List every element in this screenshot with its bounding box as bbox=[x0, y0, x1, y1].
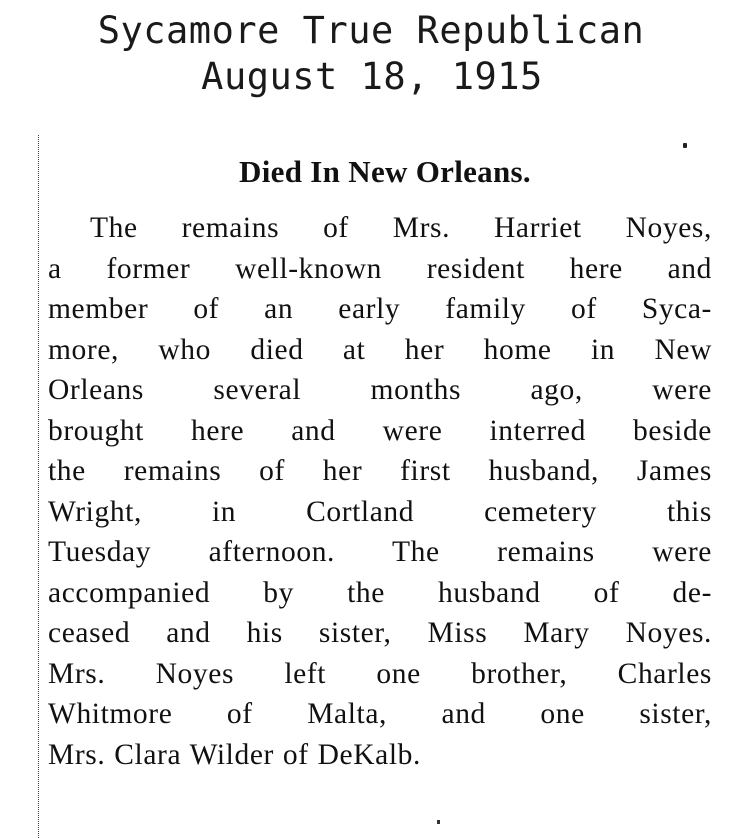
column-rule bbox=[38, 135, 39, 838]
article bbox=[48, 150, 712, 775]
article-line: Whitmore of Malta, and one sister, bbox=[48, 698, 712, 730]
article-line: Wright, in Cortland cemetery this bbox=[48, 495, 712, 528]
publication-name: Sycamore True Republican bbox=[97, 9, 645, 52]
article-body bbox=[48, 208, 712, 775]
article-line: accompanied by the husband of de- bbox=[48, 576, 712, 609]
article-line: Mrs. Noyes left one brother, Charles bbox=[48, 657, 712, 690]
article-line: Mrs. Clara Wilder of DeKalb. bbox=[48, 738, 421, 771]
article-line: The remains of Mrs. Harriet Noyes, bbox=[90, 212, 712, 244]
publication-date: August 18, 1915 bbox=[201, 55, 543, 98]
masthead bbox=[0, 0, 752, 100]
article-line: brought here and were interred beside bbox=[48, 414, 712, 447]
article-headline: Died In New Orleans. bbox=[239, 154, 531, 189]
article-line: the remains of her first husband, James bbox=[48, 455, 712, 487]
article-line: a former well-known resident here and bbox=[48, 252, 712, 285]
print-speck bbox=[683, 143, 687, 148]
article-line: more, who died at her home in New bbox=[48, 333, 712, 366]
print-speck bbox=[437, 820, 440, 824]
article-line: member of an early family of Syca- bbox=[48, 293, 712, 325]
article-line: Orleans several months ago, were bbox=[48, 374, 712, 406]
article-line: Tuesday afternoon. The remains were bbox=[48, 536, 712, 568]
article-line: ceased and his sister, Miss Mary Noyes. bbox=[48, 617, 712, 649]
